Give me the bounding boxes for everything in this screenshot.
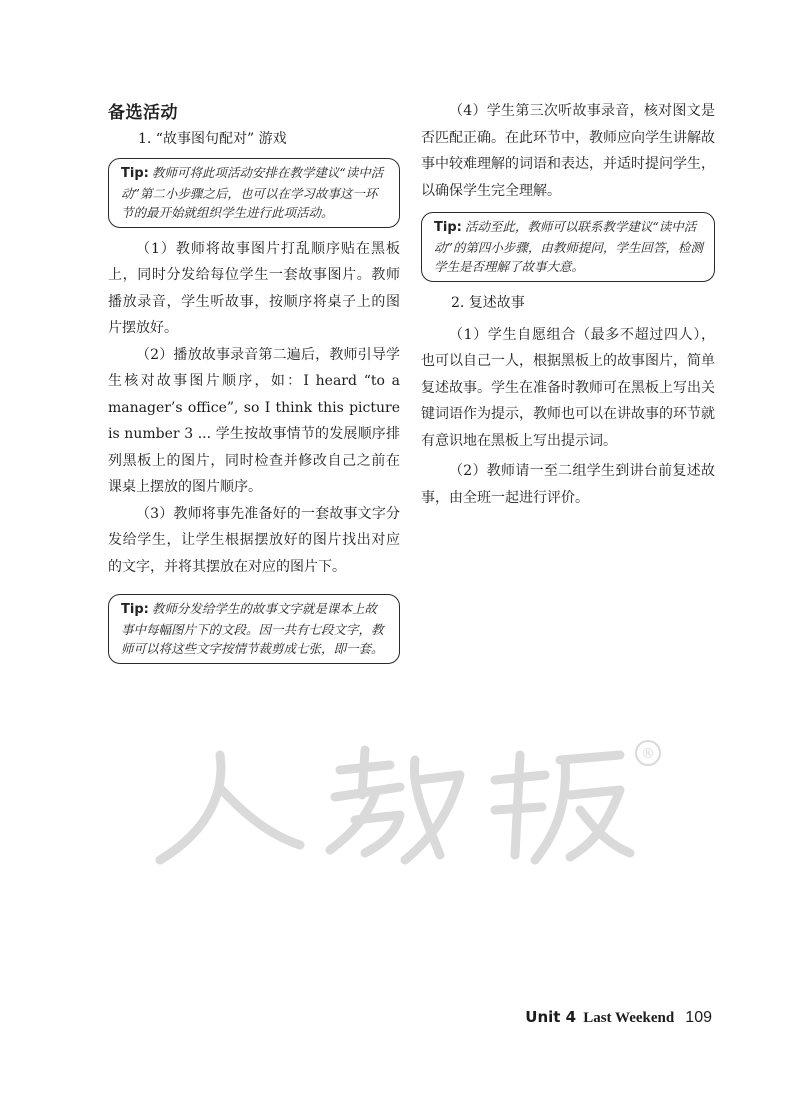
paragraph: （2）播放故事录音第二遍后，教师引导学生核对故事图片顺序，如：I heard “to a manager’s office”, so I think this picture is number 3 ... 学生按故事情节的发展顺序排列黑板上的图片，同时检查并修改自己之前在课桌上摆放的图片顺序。 [108, 346, 400, 495]
publisher-watermark-logo [150, 735, 670, 875]
paragraph: （2）教师请一至二组学生到讲台前复述故事，由全班一起进行评价。 [421, 463, 715, 506]
right-column [421, 98, 715, 511]
tip-text: 教师分发给学生的故事文字就是课本上故事中每幅图片下的文段。因一共有七段文字，教师可以将这些文字按情节裁剪成七张，即一套。 [121, 601, 384, 656]
tip-text: 教师可将此项活动安排在教学建议“读中活动”第二小步骤之后，也可以在学习故事这一环节的最开始就组织学生进行此项活动。 [121, 165, 384, 220]
tip-text: 活动至此，教师可以联系教学建议“读中活动”的第四小步骤，由教师提问，学生回答，检测学生是否理解了故事大意。 [434, 219, 703, 274]
tip-label: Tip: [121, 602, 149, 617]
tip-box [421, 212, 715, 282]
paragraph: （1）学生自愿组合（最多不超过四人），也可以自己一人，根据黑板上的故事图片，简单复述故事。学生在准备时教师可在黑板上写出关键词语作为提示，教师也可以在讲故事的环节就有意识地在黑板上写出提示词。 [421, 326, 715, 449]
tip-label: Tip: [434, 220, 462, 235]
unit-title: Last Weekend [583, 1010, 675, 1026]
activity-title: 1. “故事图句配对” 游戏 [138, 131, 287, 147]
tip-box [108, 158, 400, 228]
unit-label: Unit 4 [525, 1008, 577, 1026]
tip-label: Tip: [121, 166, 149, 181]
page-footer [525, 1007, 712, 1027]
tip-box [108, 594, 400, 664]
activity-title: 2. 复述故事 [451, 294, 525, 311]
paragraph: （3）教师将事先准备好的一套故事文字分发给学生，让学生根据摆放好的图片找出对应的文字，并将其摆放在对应的图片下。 [108, 505, 400, 575]
left-column [108, 98, 400, 672]
section-heading: 备选活动 [108, 103, 178, 123]
page-number: 109 [685, 1009, 712, 1026]
paragraph: （1）教师将故事图片打乱顺序贴在黑板上，同时分发给每位学生一套故事图片。教师播放录音，学生听故事，按顺序将桌子上的图片摆放好。 [108, 240, 400, 336]
paragraph: （4）学生第三次听故事录音，核对图文是否匹配正确。在此环节中，教师应向学生讲解故事中较难理解的词语和表达，并适时提问学生，以确保学生完全理解。 [421, 103, 715, 199]
registered-mark: ® [641, 746, 655, 762]
